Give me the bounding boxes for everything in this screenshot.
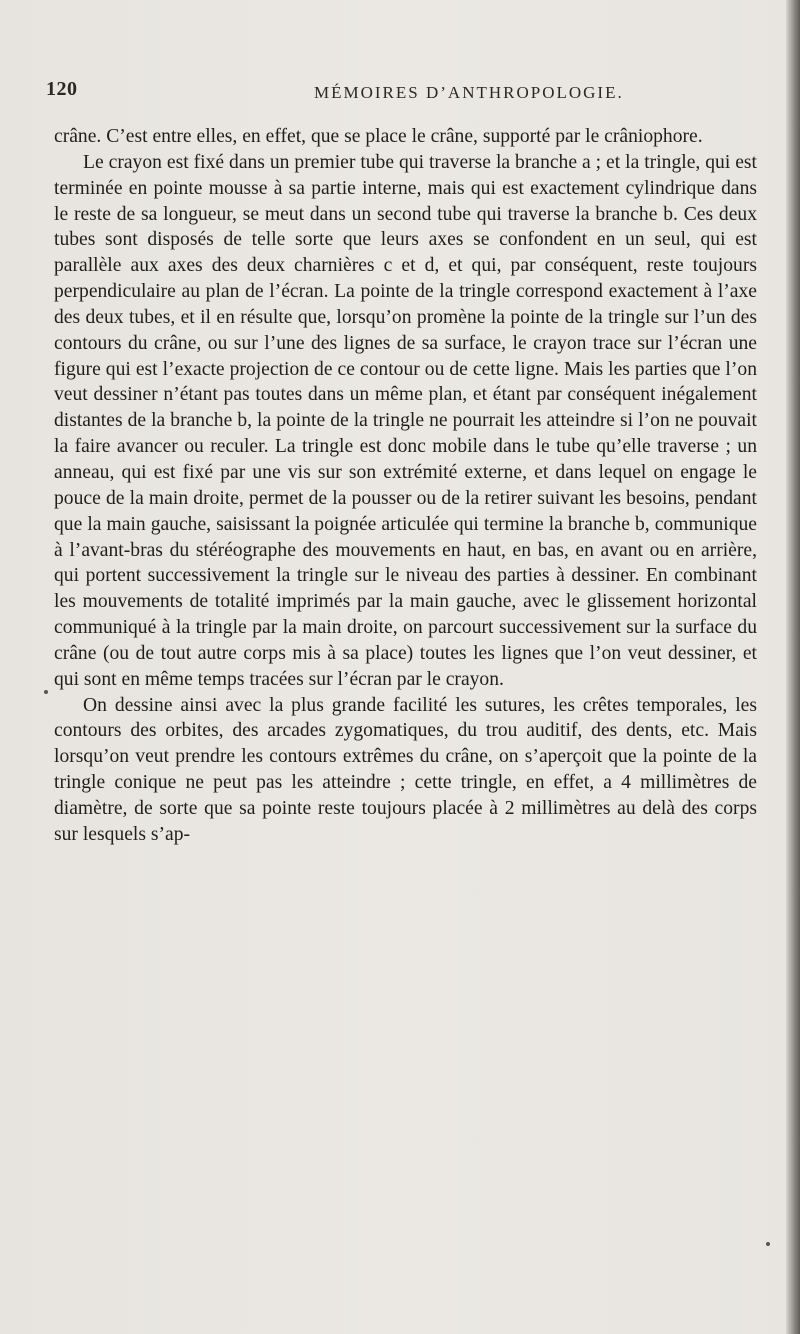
page-header bbox=[46, 78, 750, 112]
page-gutter-shadow bbox=[786, 0, 800, 1334]
paragraph: On dessine ainsi avec la plus grande facilité les sutures, les crêtes temporales, les contours des orbites, des arcades zygomatiques, du trou auditif, des dents, etc. Mais lorsqu’on veut prendre les contours extrêmes du crâne, on s’aperçoit que la pointe de la tringle conique ne peut pas les atteindre ; cette tringle, en effet, a 4 millimètres de diamètre, de sorte que sa pointe reste toujours placée à 2 millimètres au delà des corps sur lesquels s’ap- bbox=[54, 694, 757, 845]
body-text bbox=[54, 124, 757, 848]
page-number: 120 bbox=[46, 78, 78, 100]
margin-speck bbox=[766, 1242, 770, 1246]
margin-speck bbox=[44, 690, 48, 694]
paragraph: crâne. C’est entre elles, en effet, que se place le crâne, supporté par le crâniophore. bbox=[54, 126, 703, 147]
running-head: MÉMOIRES D’ANTHROPOLOGIE. bbox=[314, 83, 624, 102]
paragraph: Le crayon est fixé dans un premier tube qui traverse la branche a ; et la tringle, qui est terminée en pointe mousse à sa partie interne, mais qui est exactement cylindrique dans le reste de sa longueur, se meut dans un second tube qui traverse la branche b. Ces deux tubes sont disposés de telle sorte que leurs axes se confondent en un seul, qui est parallèle aux axes des deux charnières c et d, et qui, par conséquent, reste toujours perpendiculaire au plan de l’écran. La pointe de la tringle correspond exactement à l’axe des deux tubes, et il en résulte que, lorsqu’on promène la pointe de la tringle sur l’un des contours du crâne, ou sur l’une des lignes de sa surface, le crayon trace sur l’écran une figure qui est l’exacte projection de ce contour ou de cette ligne. Mais les parties que l’on veut dessiner n’étant pas toutes dans un même plan, et étant par conséquent inégalement distantes de la branche b, la pointe de la tringle ne pourrait les atteindre si l’on ne pouvait la faire avancer ou reculer. La tringle est donc mobile dans le tube qu’elle traverse ; un anneau, qui est fixé par une vis sur son extrémité externe, et dans lequel on engage le pouce de la main droite, permet de la pousser ou de la retirer suivant les besoins, pendant que la main gauche, saisissant la poignée articulée qui termine la branche b, communique à l’avant-bras du stéréographe des mouvements en haut, en bas, en avant ou en arrière, qui portent successivement la tringle sur le niveau des parties à dessiner. En combinant les mouvements de totalité imprimés par la main gauche, avec le glissement horizontal communiqué à la tringle par la main droite, on parcourt successivement sur la surface du crâne (ou de tout autre corps mis à sa place) toutes les lignes que l’on veut dessiner, et qui sont en même temps tracées sur l’écran par le crayon. bbox=[54, 151, 757, 690]
